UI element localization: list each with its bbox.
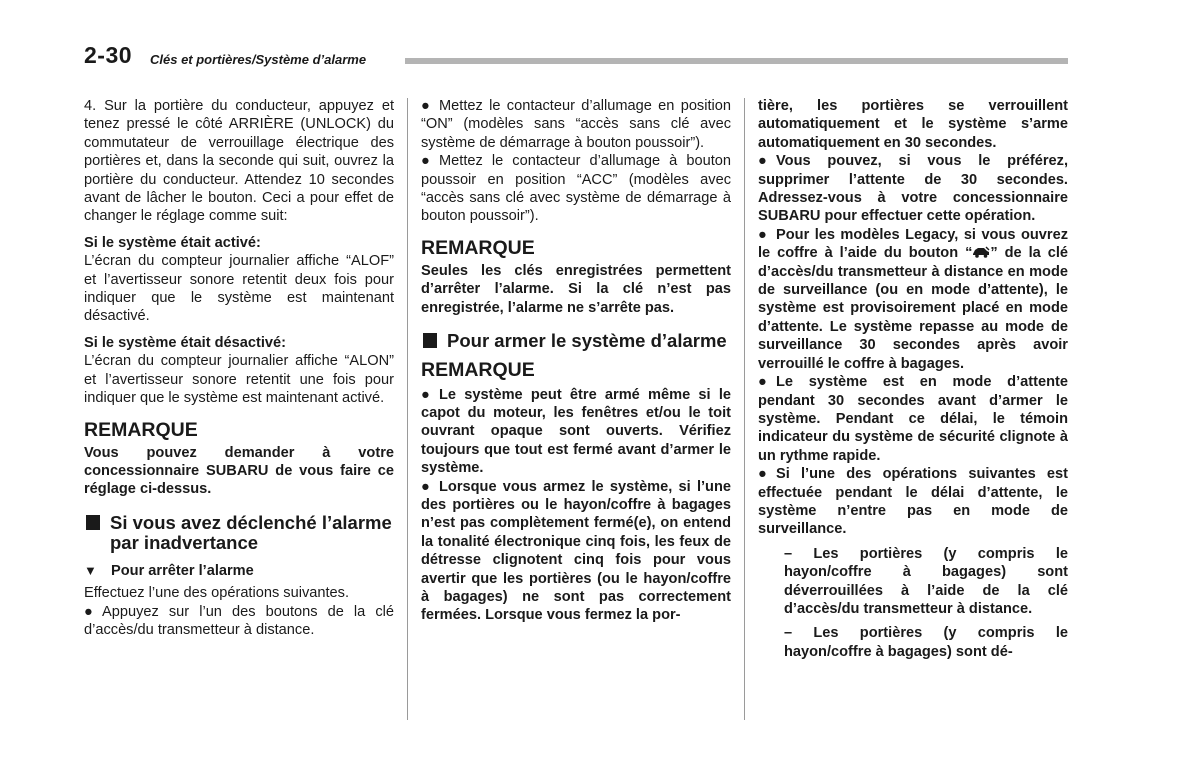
column-divider [744, 98, 745, 720]
bullet-icon: ● [421, 98, 430, 114]
remarque-text: Vous pouvez demander à votre concessionnaire SUBARU de vous faire ce réglage ci-dessus. [84, 444, 394, 498]
black-square-icon [86, 515, 100, 530]
subsection-heading [84, 562, 394, 580]
header-title: Clés et portières/Système d’alarme [150, 52, 367, 67]
bullet-icon: ● [758, 374, 767, 391]
section-title: Si vous avez déclenché l’alarme par inadvertance [110, 511, 392, 554]
remarque-heading: REMARQUE [421, 358, 535, 381]
column-middle [421, 97, 731, 625]
section-heading [421, 331, 731, 352]
step-4: 4. Sur la portière du conducteur, appuyez et tenez pressé le côté ARRIÈRE (UNLOCK) du commutateur de verrouillage électrique des portières et, dans la seconde qui suit, ouvrez la portière du conducteur. Attendez 10 secondes avant de lâcher le bouton. Ceci a pour effet de changer le réglage comme suit: [84, 98, 394, 225]
header-rule [405, 58, 1068, 64]
case-activated-title: Si le système était activé: [84, 234, 261, 251]
page-number: 2-30 [84, 42, 133, 68]
section-title: Pour armer le système d’alarme [447, 330, 727, 352]
case-activated-text: L’écran du compteur journalier affiche “ALOF” et l’avertisseur sonore retentit deux fois pour indiquer que le système est maintenant désactivé. [84, 253, 394, 325]
case-deactivated-text: L’écran du compteur journalier affiche “ALON” et l’avertisseur sonore retentit une fois pour indiquer que le système est maintenant activé. [84, 353, 394, 407]
remarque-heading: REMARQUE [84, 418, 198, 441]
bullet-icon: ● [758, 466, 767, 483]
bullet-icon: ● [758, 226, 767, 243]
subsection-title: Pour arrêter l’alarme [111, 562, 254, 579]
column-right [758, 97, 1068, 661]
bullet-item: ● Appuyez sur l’un des boutons de la clé d’accès/du transmetteur à distance. [84, 603, 394, 638]
section-heading [84, 513, 394, 554]
bullet-item: ● Mettez le contacteur d’allumage à bouton poussoir en position “ACC” (modèles avec “accès sans clé avec système de démarrage à bouton poussoir”). [421, 153, 731, 225]
black-square-icon [423, 333, 437, 348]
bullet-icon: ● [84, 603, 93, 620]
bullet-item: ● Pour les modèles Legacy, si vous ouvrez le coffre à l’aide du bouton “ ” de la clé d’accès/du transmetteur à distance en mode de surveillance (ou en mode d’attente), le système est provisoirement placé en mode d’attente. Le système repasse au mode de surveillance 30 secondes après avoir verrouillé le coffre à bagages. [758, 226, 1068, 372]
bullet-icon: ● [758, 153, 767, 170]
triangle-down-icon: ▼ [84, 562, 97, 578]
bullet-icon: ● [421, 386, 430, 403]
bullet-item: ● Lorsque vous armez le système, si l’une des portières ou le hayon/coffre à bagages n’est pas complètement fermé(e), on entend la tonalité électronique cinq fois, les feux de détresse clignotent cinq fois pour vous avertir que les portières (ou le hayon/coffre à bagages) ne sont pas correctement fermées. Lorsque vous fermez la por- [421, 478, 731, 624]
intro-text: Effectuez l’une des opérations suivantes. [84, 585, 350, 602]
case-deactivated-title: Si le système était désactivé: [84, 334, 286, 351]
column-left [84, 97, 394, 639]
bullet-item: ● Vous pouvez, si vous le préférez, supprimer l’attente de 30 secondes. Adressez-vous à votre concessionnaire SUBARU pour effectuer cette opération. [758, 153, 1068, 225]
remarque-heading: REMARQUE [421, 236, 535, 259]
bullet-item: ● Si l’une des opérations suivantes est effectuée pendant le délai d’attente, le système n’entre pas en mode de surveillance. [758, 466, 1068, 538]
bullet-icon: ● [421, 478, 430, 495]
remarque-text: Seules les clés enregistrées permettent d’arrêter l’alarme. Si la clé n’est pas enregistrée, l’alarme ne s’arrête pas. [421, 262, 731, 316]
bullet-icon: ● [421, 153, 430, 170]
bullet-item: ● Le système est en mode d’attente pendant 30 secondes avant d’armer le système. Pendant ce délai, le témoin indicateur du système de sécurité clignote à un rythme rapide. [758, 374, 1068, 464]
car-trunk-icon [972, 246, 990, 258]
column-divider [407, 98, 408, 720]
bullet-item: ● Mettez le contacteur d’allumage en position “ON” (modèles sans “accès sans clé avec système de démarrage à bouton poussoir”). [421, 98, 731, 151]
dash-item: – Les portières (y compris le hayon/coffre à bagages) sont déverrouillées à l’aide de la clé d’accès/du transmetteur à distance. [784, 545, 1068, 617]
continued-text: tière, les portières se verrouillent automatiquement et le système s’arme automatiquement en 30 secondes. [758, 98, 1068, 151]
dash-item: – Les portières (y compris le hayon/coffre à bagages) sont dé- [784, 625, 1068, 660]
bullet-item: ● Le système peut être armé même si le capot du moteur, les fenêtres et/ou le toit ouvrant opaque sont ouverts. Vérifiez toujours que tout est fermé avant d’armer le système. [421, 386, 731, 477]
